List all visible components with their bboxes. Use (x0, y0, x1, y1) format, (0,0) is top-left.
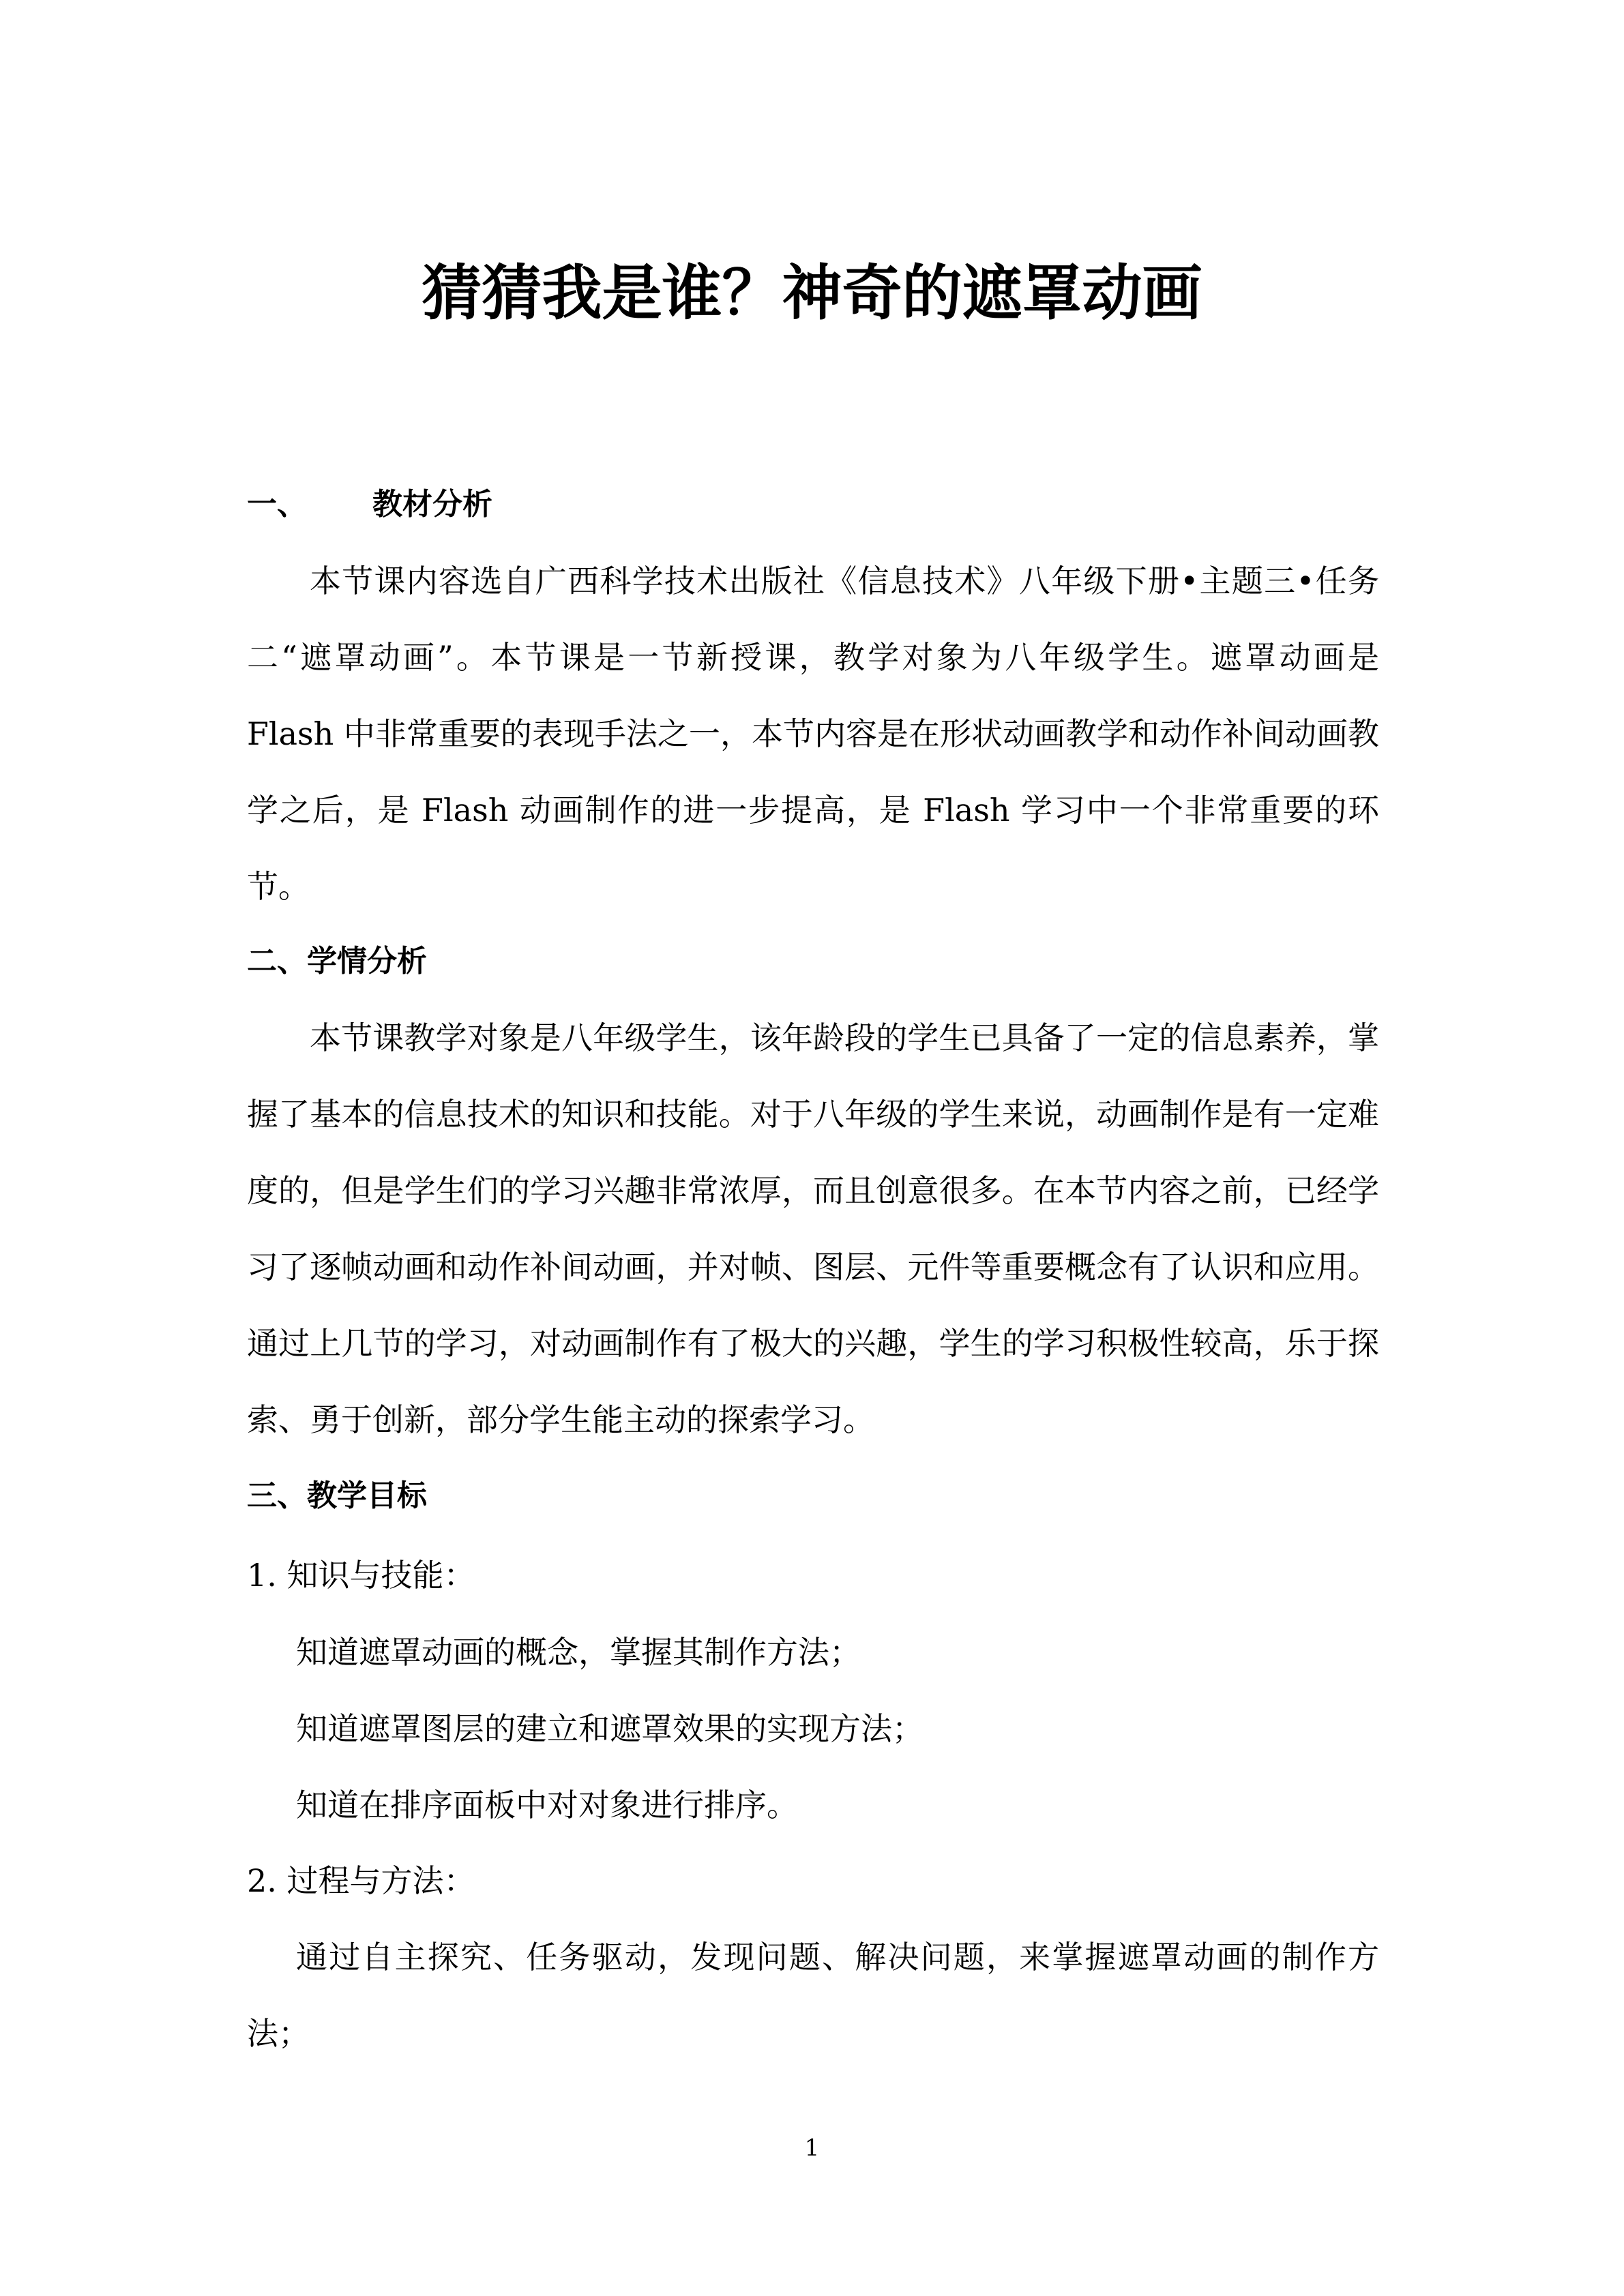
section-1-paragraph: 本节课内容选自广西科学技术出版社《信息技术》八年级下册•主题三•任务二“遮罩动画”。本节课是一节新授课，教学对象为八年级学生。遮罩动画是 Flash 中非常重要的表现手法之一，本节内容是在形状动画教学和动作补间动画教学之后，是 Flash 动画制作的进一步提高，是 Flash 学习中一个非常重要的环节。 (247, 563, 1379, 905)
objective-item-2: 2. 过程与方法： (247, 1862, 475, 1899)
objective-line-2: 知道遮罩图层的建立和遮罩效果的实现方法； (296, 1710, 924, 1747)
section-1-body (247, 543, 1379, 925)
document-title: 猜猜我是谁？神奇的遮罩动画 (422, 258, 1202, 328)
section-heading-3: 三、教学目标 (247, 1478, 427, 1513)
section-title-1: 教材分析 (372, 487, 492, 522)
objective-item-2-paragraph: 通过自主探究、任务驱动，发现问题、解决问题，来掌握遮罩动画的制作方法； (247, 1939, 1379, 2052)
objective-item-1: 1. 知识与技能： (247, 1557, 475, 1594)
section-heading-1 (247, 484, 492, 525)
section-2-paragraph: 本节课教学对象是八年级学生，该年龄段的学生已具备了一定的信息素养，掌握了基本的信息技术的知识和技能。对于八年级的学生来说，动画制作是有一定难度的，但是学生们的学习兴趣非常浓厚，而且创意很多。在本节内容之前，已经学习了逐帧动画和动作补间动画，并对帧、图层、元件等重要概念有了认识和应用。通过上几节的学习，对动画制作有了极大的兴趣，学生的学习积极性较高，乐于探索、勇于创新，部分学生能主动的探索学习。 (247, 1019, 1379, 1438)
section-2-body (247, 1000, 1379, 1458)
objective-line-1: 知道遮罩动画的概念，掌握其制作方法； (296, 1634, 861, 1671)
page-number: 1 (804, 2134, 820, 2162)
section-heading-2: 二、学情分析 (247, 944, 427, 979)
section-number-1: 一、 (247, 487, 307, 522)
objective-line-3: 知道在排序面板中对对象进行排序。 (296, 1787, 798, 1823)
objective-item-2-body (247, 1919, 1379, 2072)
